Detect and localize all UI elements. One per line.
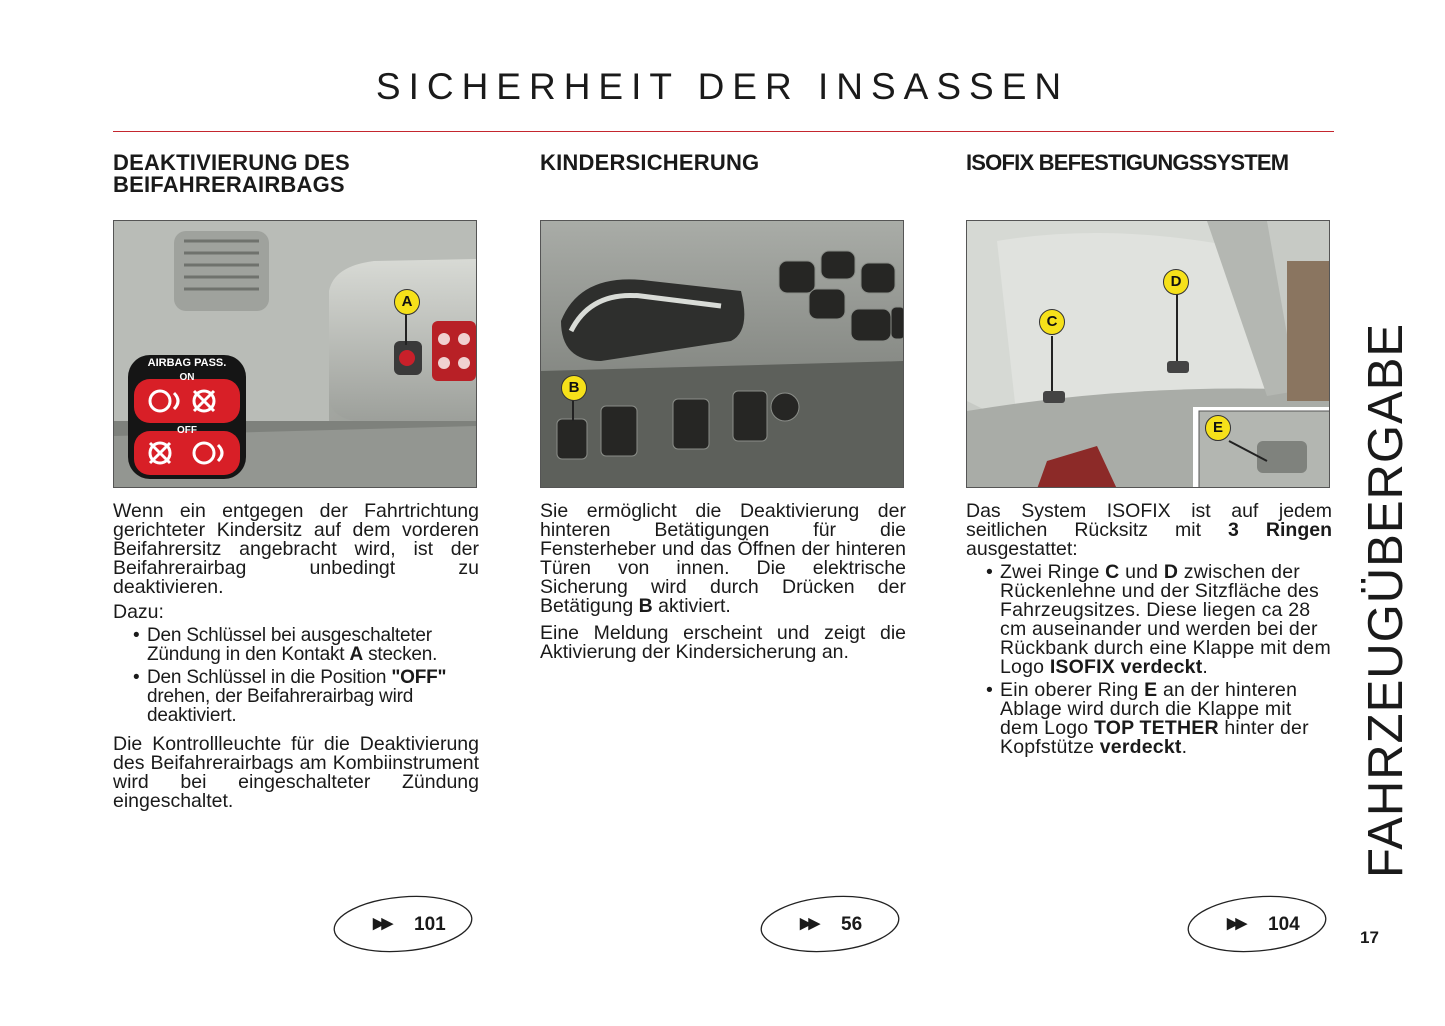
isofix-heading: ISOFIX BEFESTIGUNGSSYSTEM (966, 150, 1289, 175)
marker-e: E (1205, 415, 1231, 441)
airbag-heading-line1: DEAKTIVIERUNG DES (113, 150, 350, 175)
fast-forward-icon: ▶▶ (373, 915, 391, 932)
door-controls-image (540, 220, 904, 488)
fast-forward-icon: ▶▶ (800, 915, 818, 932)
ref-oval (759, 895, 901, 953)
airbag-heading (113, 152, 479, 220)
airbag-outro: Die Kontrollleuchte für die Deaktivierung des Beifahrerairbags am Kombiinstrument wird bei eingeschalteter Zündung eingeschaltet. (113, 733, 479, 812)
airbag-panel-off: OFF (177, 425, 197, 436)
door-panel-illustration (541, 221, 904, 488)
list-item: • Ein oberer Ring E an der hinteren Ablage wird durch die Klappe mit dem Logo TOP TETHER hinter der Kopfstütze verdeckt. (986, 679, 1309, 758)
section-side-label: FAHRZEUGÜBERGABE (1359, 322, 1413, 878)
airbag-switch-image (113, 220, 477, 488)
isofix-seat-image (966, 220, 1330, 488)
page-ref-number: 104 (1268, 914, 1300, 935)
airbag-steps (113, 626, 479, 725)
list-item: • Den Schlüssel in die Position "OFF" drehen, der Beifahrerairbag wird deaktiviert. (133, 667, 447, 726)
isofix-intro: Das System ISOFIX ist auf jedem seitlichen Rücksitz mit 3 Ringen ausgestattet: (966, 500, 1332, 560)
ref-oval (332, 895, 474, 953)
child-lock-p1: Sie ermöglicht die Deaktivierung der hinteren Betätigungen für die Fensterheber und das Öffnen der hinteren Türen von innen. Die elektrische Sicherung wird durch Drücken der Betätigung B aktiviert. (540, 500, 906, 617)
page-ref-101[interactable] (332, 895, 474, 953)
marker-d: D (1163, 269, 1189, 295)
fast-forward-icon: ▶▶ (1227, 915, 1245, 932)
airbag-dazu: Dazu: (113, 601, 164, 623)
title-divider (113, 131, 1334, 132)
dashboard-illustration (114, 221, 477, 488)
column-child-lock (540, 152, 906, 662)
column-airbag (113, 152, 479, 811)
marker-b: B (561, 375, 587, 401)
airbag-panel-title: AIRBAG PASS. (147, 357, 227, 369)
ref-oval (1186, 895, 1328, 953)
page-ref-104[interactable] (1186, 895, 1328, 953)
isofix-rings-list (966, 563, 1332, 757)
list-item: • Den Schlüssel bei ausgeschalteter Zündung in den Kontakt A stecken. (133, 625, 438, 665)
page-number: 17 (1360, 928, 1379, 947)
marker-a: A (394, 289, 420, 315)
page-title: SICHERHEIT DER INSASSEN (375, 66, 1070, 107)
page-ref-number: 101 (414, 914, 446, 935)
child-lock-heading: KINDERSICHERUNG (540, 150, 760, 175)
airbag-intro: Wenn ein entgegen der Fahrtrichtung gerichteter Kindersitz auf dem vorderen Beifahrersitz angebracht wird, ist der Beifahrerairbag unbedingt zu deaktivieren. (113, 500, 479, 598)
rear-seat-illustration (967, 221, 1330, 488)
list-item: • Zwei Ringe C und D zwischen der Rückenlehne und der Sitzfläche des Fahrzeugsitzes. Diese liegen ca 28 cm auseinander und werden bei der Rückbank durch eine Klappe mit dem Logo ISOFIX verdeckt. (986, 561, 1331, 678)
column-isofix (966, 152, 1332, 761)
airbag-panel-on: ON (179, 372, 195, 383)
page-ref-number: 56 (841, 914, 863, 935)
airbag-heading-line2: BEIFAHRERAIRBAGS (113, 172, 345, 197)
child-lock-p2: Eine Meldung erscheint und zeigt die Aktivierung der Kindersicherung an. (540, 622, 906, 663)
page-ref-56[interactable] (759, 895, 901, 953)
marker-c: C (1039, 309, 1065, 335)
